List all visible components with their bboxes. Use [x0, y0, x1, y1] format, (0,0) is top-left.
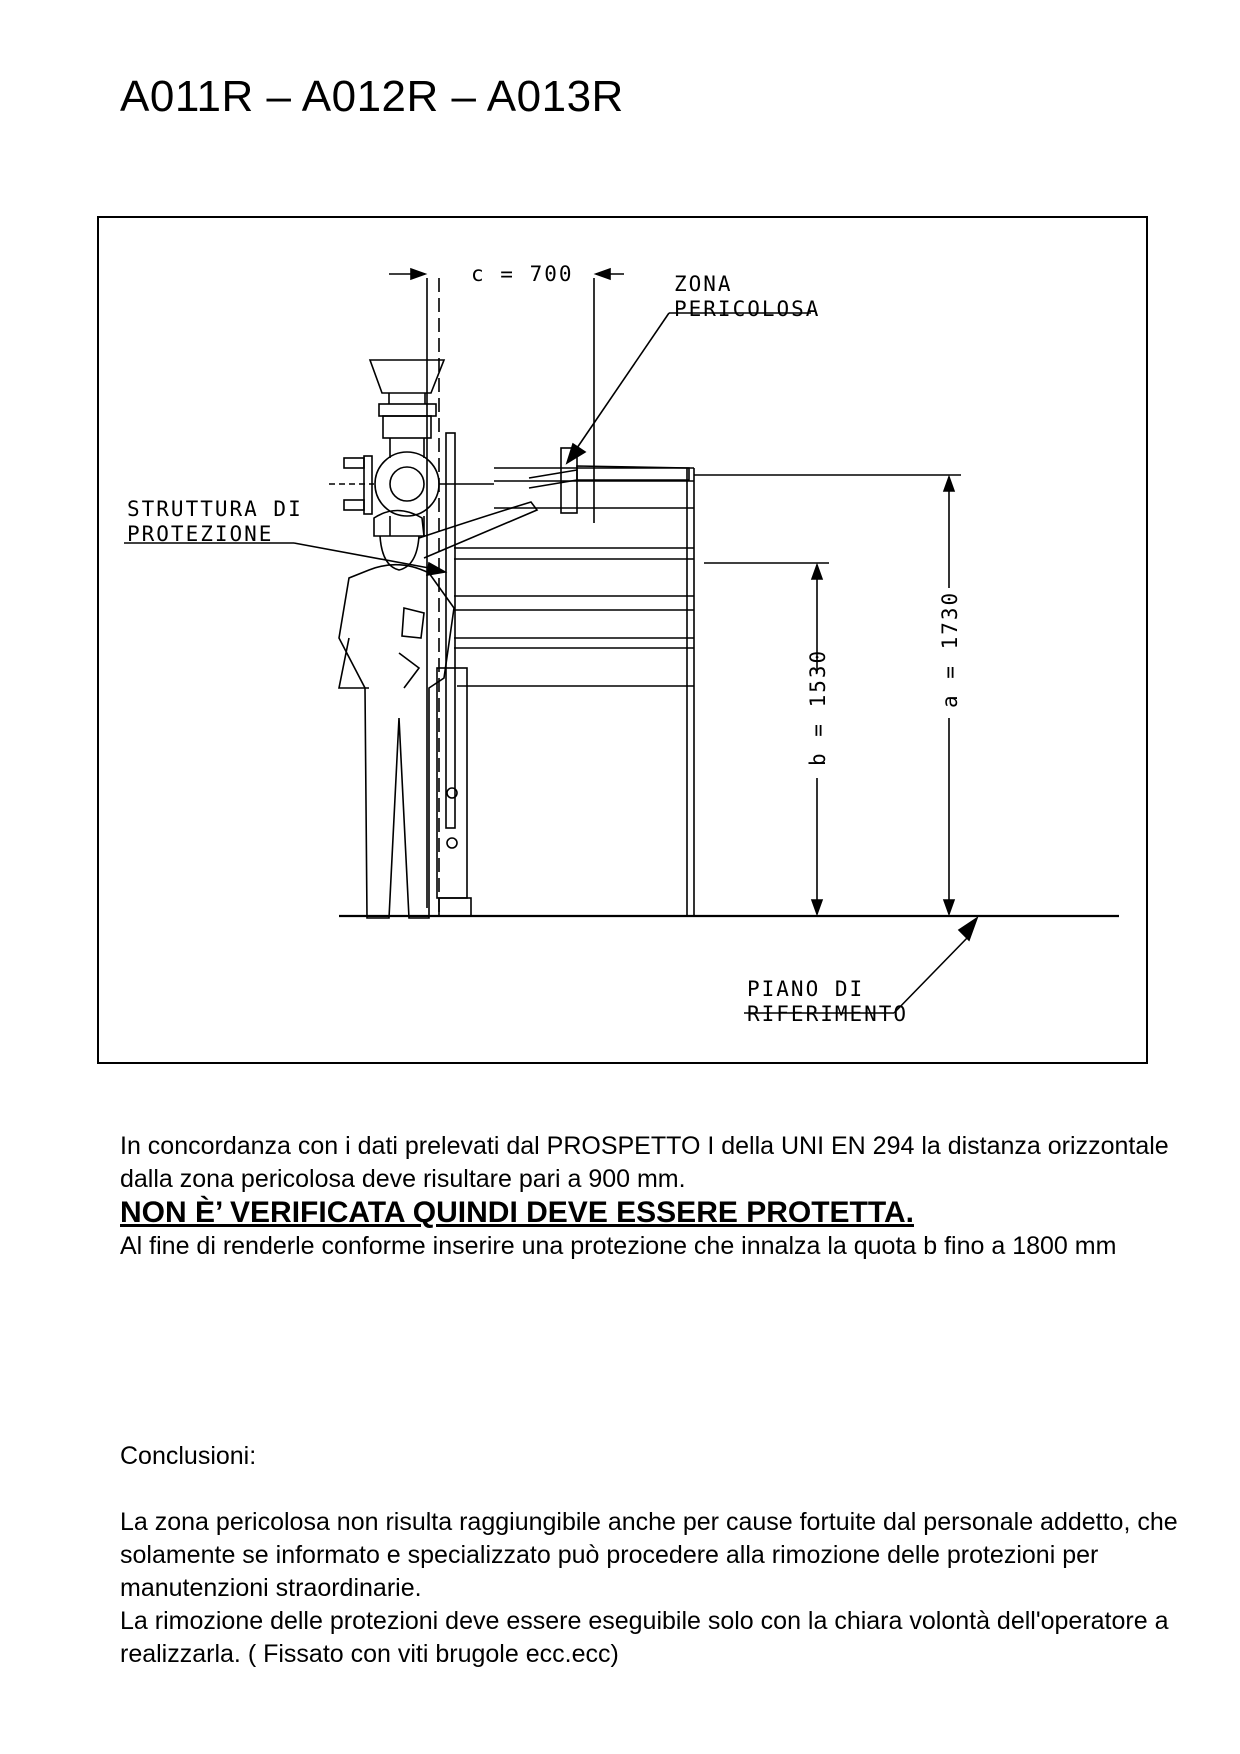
verification-warning: NON È’ VERIFICATA QUINDI DEVE ESSERE PROTETTA.	[120, 1196, 914, 1229]
technical-drawing	[97, 216, 1148, 1064]
danger-zone-label-line2: PERICOLOSA	[674, 297, 821, 321]
remediation-paragraph: Al fine di renderle conforme inserire una protezione che innalza la quota b fino a 1800 mm	[120, 1232, 1117, 1260]
drawing-svg	[99, 218, 1146, 1062]
protection-label-line2: PROTEZIONE	[127, 522, 274, 546]
protection-post	[437, 278, 471, 916]
conclusion-section	[120, 1440, 1180, 1671]
worker-figure	[339, 502, 537, 918]
danger-zone-leader	[567, 272, 820, 463]
dimension-a-label: a = 1730	[938, 590, 962, 708]
analysis-section	[120, 1130, 1180, 1263]
pipe-assembly	[329, 360, 494, 536]
conclusion-paragraph-2: La rimozione delle protezioni deve essere eseguibile solo con la chiara volontà dell'operatore a realizzarla. ( Fissato con viti brugole ecc.ecc)	[120, 1607, 1169, 1668]
danger-zone-label-line1: ZONA	[674, 272, 733, 296]
dimension-b-label: b = 1530	[806, 648, 830, 766]
reference-leader	[744, 918, 977, 1026]
standard-reference-paragraph: In concordanza con i dati prelevati dal PROSPETTO I della UNI EN 294 la distanza orizzontale dalla zona pericolosa deve risultare pari a 900 mm.	[120, 1132, 1169, 1193]
dimension-c-label: c = 700	[471, 262, 574, 286]
spacer	[120, 1473, 1180, 1506]
dimension-b	[704, 563, 830, 914]
reference-label-line2: RIFERIMENTO	[747, 1002, 909, 1026]
dimension-c	[389, 262, 624, 908]
conclusion-heading: Conclusioni:	[120, 1442, 257, 1470]
machine-frame	[454, 448, 694, 916]
page-title: A011R – A012R – A013R	[120, 72, 624, 121]
conclusion-paragraph-1: La zona pericolosa non risulta raggiungibile anche per cause fortuite dal personale addetto, che solamente se informato e specializzato può procedere alla rimozione delle protezioni per manutenzioni straordinarie.	[120, 1508, 1178, 1602]
reference-label-line1: PIANO DI	[747, 977, 865, 1001]
protection-label-line1: STRUTTURA DI	[127, 497, 303, 521]
